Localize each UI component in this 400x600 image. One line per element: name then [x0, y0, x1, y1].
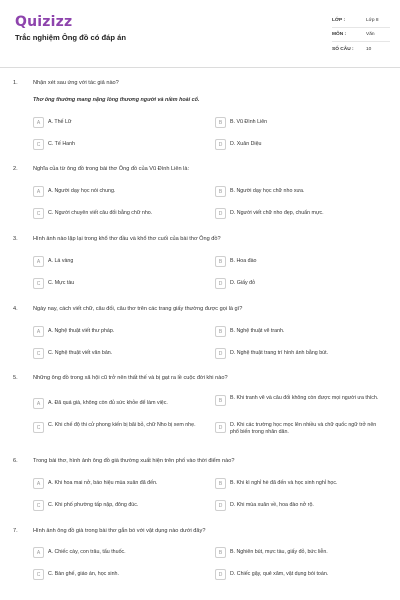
- option-text: A. Nghệ thuật viết thư pháp.: [48, 328, 115, 334]
- option-text: C. Khi chế độ thi cử phong kiến bị bãi bỏ, chữ Nho bị xem nhẹ.: [48, 422, 196, 428]
- meta-label: MÔN :: [332, 32, 347, 37]
- option-b[interactable]: [215, 326, 284, 337]
- option-text: B. Vũ Đình Liên: [230, 119, 268, 125]
- page-title: Trắc nghiệm Ông đồ có đáp án: [15, 33, 126, 42]
- question-text: Nhận xét sau ứng với tác giả nào?: [33, 80, 119, 86]
- option-b[interactable]: [215, 117, 267, 128]
- option-a[interactable]: [33, 326, 114, 337]
- option-d[interactable]: [215, 569, 328, 580]
- question-text: Trong bài thơ, hình ảnh ông đồ già thường xuất hiện trên phố vào thời điểm nào?: [33, 458, 235, 464]
- question-number: 1.: [13, 80, 18, 86]
- meta-value: Lớp 8: [366, 18, 379, 23]
- option-text: C. Tế Hanh: [48, 141, 75, 147]
- option-text: B. Người dạy học chữ nho xưa.: [230, 188, 305, 194]
- option-text: D. Khi các trường học mọc lên nhiều và chữ quốc ngữ trở nên phổ biến trong nhân dân.: [230, 422, 377, 435]
- option-b[interactable]: [215, 256, 257, 267]
- option-d[interactable]: [215, 422, 385, 436]
- option-b[interactable]: [215, 395, 385, 406]
- meta-value: Văn: [366, 32, 375, 37]
- option-text: A. Thế Lữ: [48, 119, 72, 125]
- option-d[interactable]: [215, 139, 262, 150]
- option-letter-box: B: [215, 395, 226, 406]
- option-d[interactable]: [215, 500, 314, 511]
- quizizz-logo: Quizizz: [15, 14, 73, 30]
- option-text: B. Khi tranh vẽ và câu đối không còn được mọi người ưa thích.: [230, 395, 379, 401]
- option-c[interactable]: [33, 569, 119, 580]
- option-c[interactable]: [33, 348, 112, 359]
- option-letter-box: C: [33, 569, 44, 580]
- option-b[interactable]: [215, 547, 328, 558]
- option-letter-box: D: [215, 139, 226, 150]
- meta-row-subject: [332, 28, 390, 42]
- option-letter-box: A: [33, 256, 44, 267]
- option-letter-box: D: [215, 348, 226, 359]
- option-text: D. Xuân Diệu: [230, 141, 262, 147]
- option-letter-box: A: [33, 478, 44, 489]
- option-letter-box: D: [215, 569, 226, 580]
- question-text: Nghĩa của từ ông đồ trong bài thơ Ông đồ của Vũ Đình Liên là:: [33, 166, 190, 172]
- option-letter-box: C: [33, 278, 44, 289]
- option-letter-box: B: [215, 478, 226, 489]
- option-text: D. Nghệ thuật trang trí hình ảnh bằng bút.: [230, 350, 329, 356]
- option-text: B. Nghệ thuật vẽ tranh.: [230, 328, 285, 334]
- question-number: 2.: [13, 166, 18, 172]
- option-letter-box: B: [215, 326, 226, 337]
- option-letter-box: B: [215, 186, 226, 197]
- option-letter-box: C: [33, 139, 44, 150]
- option-c[interactable]: [33, 208, 152, 219]
- option-text: B. Hoa đào: [230, 258, 257, 264]
- option-a[interactable]: [33, 547, 126, 558]
- option-a[interactable]: [33, 398, 209, 409]
- option-text: D. Người viết chữ nho đẹp, chuẩn mực.: [230, 210, 324, 216]
- option-letter-box: C: [33, 422, 44, 433]
- question-quote: Thơ ông thường mang nặng lòng thương người và niềm hoài cổ.: [33, 97, 200, 103]
- header-divider: [0, 67, 400, 68]
- option-b[interactable]: [215, 478, 337, 489]
- question-number: 4.: [13, 306, 18, 312]
- option-text: A. Lá vàng: [48, 258, 74, 264]
- option-letter-box: A: [33, 326, 44, 337]
- option-letter-box: D: [215, 208, 226, 219]
- option-d[interactable]: [215, 208, 324, 219]
- question-text: Ngày nay, cách viết chữ, câu đối, câu thơ trên các trang giấy thường được gọi là gì?: [33, 306, 243, 312]
- option-letter-box: A: [33, 547, 44, 558]
- option-letter-box: A: [33, 398, 44, 409]
- question-number: 7.: [13, 528, 18, 534]
- option-a[interactable]: [33, 117, 71, 128]
- option-a[interactable]: [33, 186, 115, 197]
- option-text: C. Mực tàu: [48, 280, 75, 286]
- option-text: B. Khi kì nghỉ hè đã đến và học sinh nghỉ học.: [230, 480, 338, 486]
- option-text: D. Giấy đỏ: [230, 280, 256, 286]
- option-a[interactable]: [33, 256, 73, 267]
- option-c[interactable]: [33, 139, 75, 150]
- meta-row-grade: [332, 14, 390, 28]
- option-letter-box: A: [33, 186, 44, 197]
- meta-table: [332, 14, 390, 56]
- option-text: A. Khi hoa mai nở, báo hiệu mùa xuân đã đến.: [48, 480, 158, 486]
- option-letter-box: D: [215, 500, 226, 511]
- question-text: Hình ảnh nào lặp lại trong khổ thơ đầu và khổ thơ cuối của bài thơ Ông đồ?: [33, 236, 221, 242]
- option-c[interactable]: [33, 278, 74, 289]
- option-text: C. Bàn ghế, giáo án, học sinh.: [48, 571, 119, 577]
- option-c[interactable]: [33, 422, 209, 433]
- question-number: 6.: [13, 458, 18, 464]
- meta-label: SỐ CÂU :: [332, 46, 354, 52]
- option-a[interactable]: [33, 478, 157, 489]
- option-d[interactable]: [215, 278, 255, 289]
- option-text: A. Người dạy học nói chung.: [48, 188, 116, 194]
- question-number: 3.: [13, 236, 18, 242]
- option-text: D. Chiếc gậy, quẻ xăm, vật dụng bói toán.: [230, 571, 329, 577]
- option-letter-box: A: [33, 117, 44, 128]
- question-text: Những ông đồ trong xã hội cũ trở nên thất thế và bị gạt ra lề cuộc đời khi nào?: [33, 375, 228, 381]
- worksheet-header: [0, 0, 400, 66]
- meta-value: 10: [366, 46, 372, 52]
- meta-label: LỚP :: [332, 18, 346, 23]
- option-text: A. Đã quá già, không còn đủ sức khỏe để làm việc.: [48, 400, 168, 406]
- option-letter-box: B: [215, 547, 226, 558]
- option-c[interactable]: [33, 500, 138, 511]
- question-text: Hình ảnh ông đồ già trong bài thơ gắn bó với vật dụng nào dưới đây?: [33, 528, 206, 534]
- option-letter-box: B: [215, 256, 226, 267]
- option-text: C. Người chuyên viết câu đối bằng chữ nho.: [48, 210, 153, 216]
- option-b[interactable]: [215, 186, 304, 197]
- option-text: C. Khi phố phường tấp nập, đông đúc.: [48, 502, 139, 508]
- option-letter-box: C: [33, 348, 44, 359]
- option-letter-box: C: [33, 500, 44, 511]
- question-number: 5.: [13, 375, 18, 381]
- option-letter-box: B: [215, 117, 226, 128]
- option-text: C. Nghệ thuật viết văn bản.: [48, 350, 113, 356]
- option-letter-box: D: [215, 422, 226, 433]
- option-d[interactable]: [215, 348, 328, 359]
- option-text: A. Chiếc cày, con trâu, tẩu thuốc.: [48, 549, 126, 555]
- option-text: B. Nghiên bút, mực tàu, giấy đỏ, bức liễn.: [230, 549, 328, 555]
- option-letter-box: C: [33, 208, 44, 219]
- meta-row-count: [332, 42, 390, 56]
- option-letter-box: D: [215, 278, 226, 289]
- option-text: D. Khi mùa xuân về, hoa đào nở rộ.: [230, 502, 314, 508]
